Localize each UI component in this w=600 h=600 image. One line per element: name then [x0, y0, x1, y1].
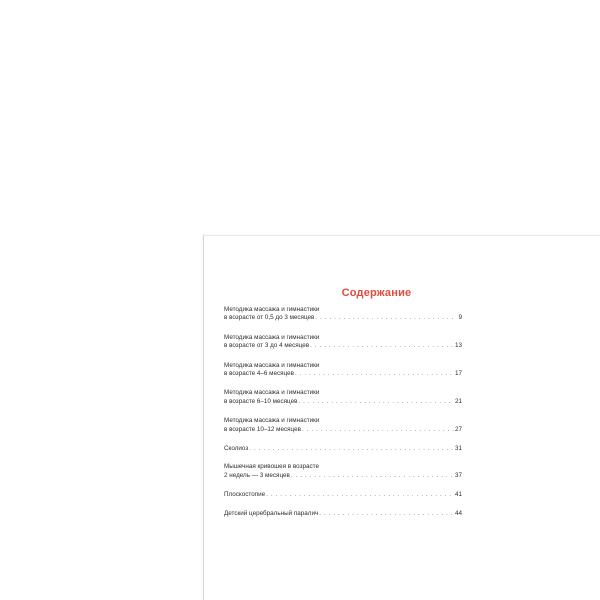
- toc-entry: [224, 491, 462, 499]
- toc-entry: [224, 417, 462, 434]
- toc-entry-title: Сколиоз: [224, 445, 249, 453]
- toc-entry: [224, 510, 462, 518]
- dot-leader: [302, 426, 454, 434]
- table-of-contents: [224, 306, 462, 528]
- page-title: Содержание: [341, 287, 412, 299]
- page-number: 44: [454, 509, 462, 517]
- page-number: 31: [454, 445, 462, 453]
- toc-entry-title: Методика массажа и гимнастики: [224, 333, 320, 341]
- toc-entry: [224, 306, 462, 323]
- page-number: 13: [454, 342, 462, 350]
- page-number: 41: [454, 491, 462, 499]
- toc-entry-title: Детский церебральный паралич: [224, 509, 319, 517]
- toc-entry-title: Плоскостопие: [224, 491, 266, 499]
- toc-entry-title: Методика массажа и гимнастики: [224, 389, 320, 397]
- page-number: 9: [458, 314, 462, 322]
- dot-leader: [295, 370, 454, 378]
- page-number: 37: [454, 471, 462, 479]
- toc-entry: [224, 362, 462, 379]
- page-number: 17: [454, 370, 462, 378]
- toc-entry: [224, 334, 462, 351]
- toc-entry-title: Методика массажа и гимнастики: [224, 361, 320, 369]
- toc-entry-subtitle: 2 недель — 3 месяцев: [224, 471, 290, 479]
- dot-leader: [310, 342, 454, 350]
- page-number: 27: [454, 425, 462, 433]
- toc-entry-title: Методика массажа и гимнастики: [224, 306, 320, 313]
- toc-entry-subtitle: в возрасте от 0,5 до 3 месяцев: [224, 314, 315, 322]
- toc-entry-subtitle: в возрасте 4–6 месяцев: [224, 370, 294, 378]
- toc-entry: [224, 463, 462, 480]
- toc-entry-title: Методика массажа и гимнастики: [224, 417, 320, 425]
- toc-entry-subtitle: в возрасте от 3 до 4 месяцев: [224, 342, 310, 350]
- dot-leader: [319, 510, 454, 518]
- dot-leader: [266, 491, 454, 499]
- toc-entry: [224, 445, 462, 453]
- dot-leader: [298, 398, 454, 406]
- toc-entry-subtitle: в возрасте 10–12 месяцев: [224, 425, 301, 433]
- toc-entry: [224, 389, 462, 406]
- dot-leader: [291, 472, 454, 480]
- page-number: 21: [454, 397, 462, 405]
- dot-leader: [249, 445, 454, 453]
- dot-leader: [315, 314, 457, 322]
- toc-entry-title: Мышечная кривошея в возрасте: [224, 463, 319, 471]
- book-page: [203, 235, 600, 600]
- toc-entry-subtitle: в возрасте 6–10 месяцев: [224, 397, 298, 405]
